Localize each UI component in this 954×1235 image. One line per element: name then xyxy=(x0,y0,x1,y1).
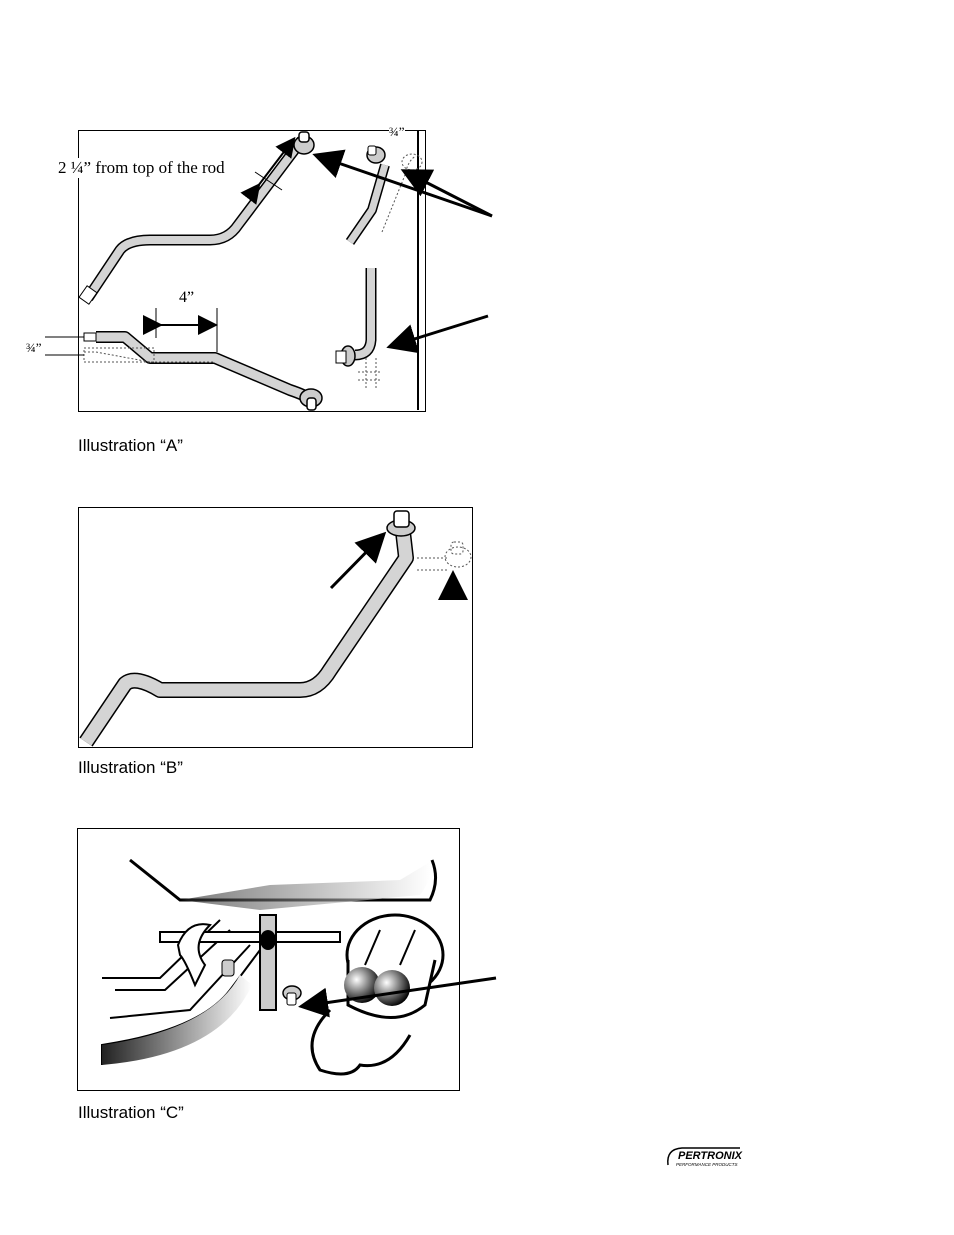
svg-text:PERTRONIX: PERTRONIX xyxy=(678,1150,742,1162)
label-offset-left: ¾” xyxy=(26,340,42,355)
caption-illustration-b: Illustration “B” xyxy=(78,758,183,777)
pertronix-logo xyxy=(664,1145,744,1171)
label-offset-top: ¾” xyxy=(389,124,405,139)
label-length: 4” xyxy=(179,289,195,306)
label-rod-distance: 2 ¼” from top of the rod xyxy=(58,158,225,177)
svg-text:PERFORMANCE PRODUCTS: PERFORMANCE PRODUCTS xyxy=(676,1162,738,1167)
caption-illustration-a: Illustration “A” xyxy=(78,436,183,455)
caption-illustration-c: Illustration “C” xyxy=(78,1103,184,1122)
